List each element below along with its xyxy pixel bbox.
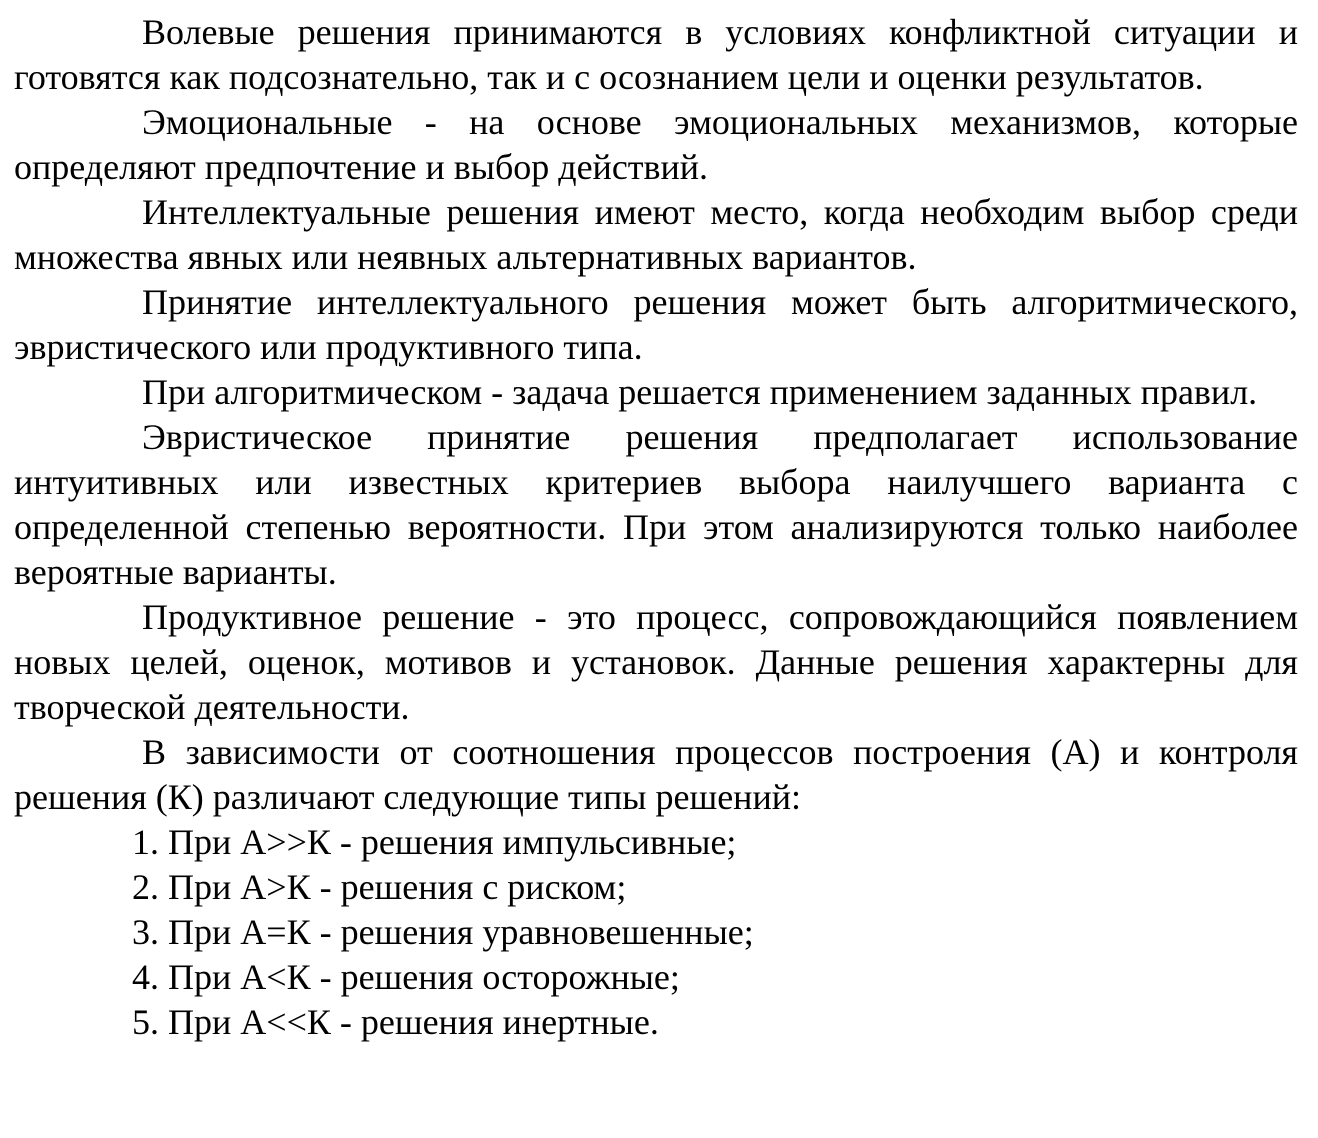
list-item [14, 1000, 1298, 1045]
paragraph-emotional-decisions: Эмоциональные - на основе эмоциональных механизмов, которые определяют предпочтение и выбор действий. [14, 102, 1298, 187]
paragraph-construction-control: В зависимости от соотношения процессов построения (А) и контроля решения (К) различают следующие типы решений: [14, 732, 1298, 817]
list-item-number: 4. [132, 957, 159, 997]
list-item-number: 3. [132, 912, 159, 952]
decision-types-list [14, 820, 1298, 1045]
list-item [14, 910, 1298, 955]
paragraph-productive: Продуктивное решение - это процесс, сопровождающийся появлением новых целей, оценок, мотивов и установок. Данные решения характерны для творческой деятельности. [14, 597, 1298, 727]
paragraph-algorithmic: При алгоритмическом - задача решается применением заданных правил. [142, 372, 1258, 412]
list-item-text: При А>>К - решения импульсивные; [168, 822, 737, 862]
list-item [14, 820, 1298, 865]
list-item-number: 5. [132, 1002, 159, 1042]
paragraph-intellectual-decisions: Интеллектуальные решения имеют место, когда необходим выбор среди множества явных или неявных альтернативных вариантов. [14, 192, 1298, 277]
paragraph-volitional-decisions: Волевые решения принимаются в условиях конфликтной ситуации и готовятся как подсознательно, так и с осознанием цели и оценки результатов. [14, 12, 1298, 97]
list-item-text: При А<К - решения осторожные; [168, 957, 680, 997]
list-item [14, 955, 1298, 1000]
list-item-text: При А<<К - решения инертные. [168, 1002, 659, 1042]
list-item-number: 1. [132, 822, 159, 862]
list-item [14, 865, 1298, 910]
list-item-text: При А>К - решения с риском; [168, 867, 627, 907]
paragraph-decision-types: Принятие интеллектуального решения может быть алгоритмического, эвристического или продуктивного типа. [14, 282, 1298, 367]
list-item-text: При А=К - решения уравновешенные; [168, 912, 754, 952]
paragraph-heuristic: Эвристическое принятие решения предполагает использование интуитивных или известных критериев выбора наилучшего варианта с определенной степенью вероятности. При этом анализируются только наиболее вероятные варианты. [14, 417, 1298, 592]
list-item-number: 2. [132, 867, 159, 907]
